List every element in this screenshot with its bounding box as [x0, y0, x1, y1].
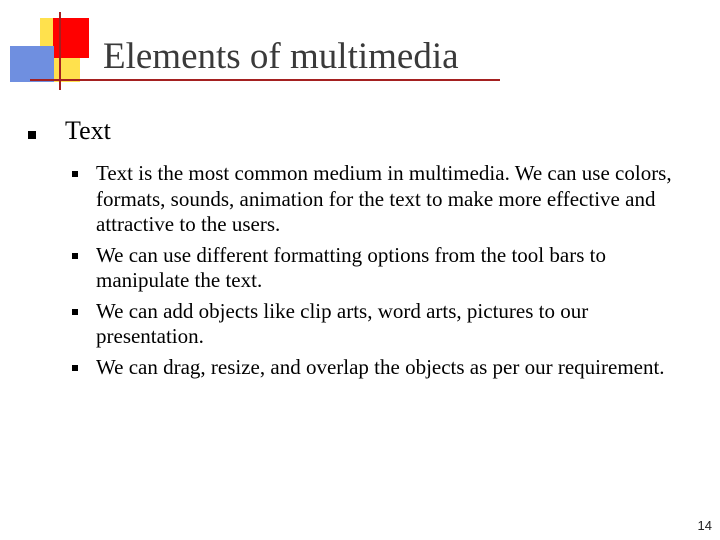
slide-title: Elements of multimedia — [103, 36, 459, 77]
square-bullet-icon — [72, 365, 78, 371]
sub-bullet-item — [72, 299, 692, 350]
sub-bullet-item — [72, 161, 692, 238]
page-number: 14 — [697, 518, 712, 533]
sub-bullet-text: Text is the most common medium in multimedia. We can use colors, formats, sounds, animation for the text to make more effective and attractive to the users. — [96, 161, 672, 236]
sub-bullet-text: We can use different formatting options from the tool bars to manipulate the text. — [96, 242, 606, 292]
sub-bullet-text: We can add objects like clip arts, word arts, pictures to our presentation. — [96, 298, 589, 348]
sub-bullet-list — [72, 161, 692, 385]
square-bullet-icon — [28, 131, 36, 139]
main-bullet-text: Text — [65, 116, 111, 145]
square-bullet-icon — [72, 309, 78, 315]
sub-bullet-text: We can drag, resize, and overlap the objects as per our requirement. — [96, 354, 665, 379]
square-bullet-icon — [72, 253, 78, 259]
sub-bullet-item — [72, 355, 692, 381]
decor-blue-square — [10, 46, 54, 82]
square-bullet-icon — [72, 171, 78, 177]
sub-bullet-item — [72, 243, 692, 294]
